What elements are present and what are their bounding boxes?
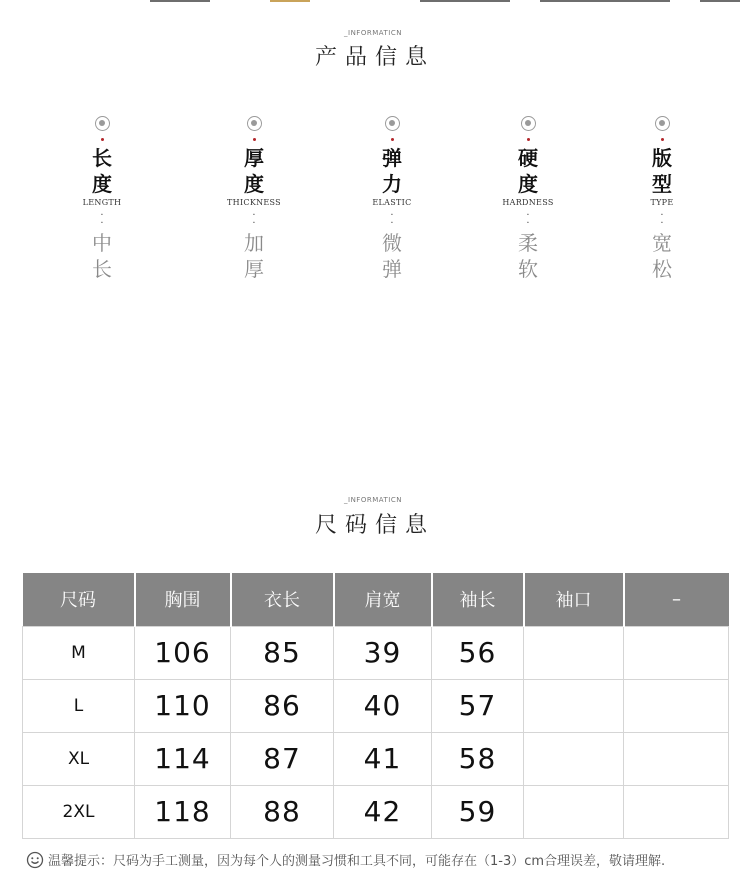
header-bust: 胸围: [135, 573, 231, 626]
attribute-hardness: [488, 116, 568, 282]
attribute-value-line1: 宽: [652, 231, 672, 255]
cell-size: M: [23, 626, 135, 679]
header-extra: –: [624, 573, 729, 626]
colon-dots-icon: · ·: [390, 210, 394, 229]
attribute-name-line1: 弹: [382, 146, 402, 170]
cell-shoulder: 42: [334, 785, 432, 838]
attribute-name-line1: 厚: [244, 146, 264, 170]
table-row: [23, 679, 729, 732]
attribute-value-line1: 微: [382, 231, 402, 255]
attribute-name-line1: 版: [652, 146, 672, 170]
note-text: 温馨提示：尺码为手工测量，因为每个人的测量习惯和工具不同，可能存在（1-3）cm合理误差，敬请理解.: [48, 854, 666, 869]
cell-length: 85: [231, 626, 334, 679]
size-info-kicker: _INFORMATICN: [344, 496, 402, 504]
cell-sleeve-length: 56: [432, 626, 524, 679]
red-dot-icon: [527, 138, 530, 141]
attribute-english: ELASTIC: [372, 198, 412, 207]
cell-cuff: [524, 679, 624, 732]
cell-extra: [624, 626, 729, 679]
cell-bust: 110: [135, 679, 231, 732]
cell-size: XL: [23, 732, 135, 785]
cell-bust: 106: [135, 626, 231, 679]
colon-dots-icon: · ·: [526, 210, 530, 229]
attribute-value-line2: 松: [652, 257, 672, 281]
product-info-kicker: _INFORMATICN: [344, 29, 402, 37]
header-length: 衣长: [231, 573, 334, 626]
cell-extra: [624, 679, 729, 732]
attribute-length: [62, 116, 142, 282]
table-row: [23, 732, 729, 785]
cell-bust: 114: [135, 732, 231, 785]
red-dot-icon: [101, 138, 104, 141]
attribute-name-line1: 硬: [518, 146, 538, 170]
size-table: [22, 573, 729, 839]
smile-icon: [26, 851, 44, 869]
cell-extra: [624, 785, 729, 838]
attribute-value-line1: 加: [244, 231, 264, 255]
header-shoulder: 肩宽: [334, 573, 432, 626]
attribute-name-line2: 度: [518, 172, 538, 196]
colon-dots-icon: · ·: [660, 210, 664, 229]
attribute-type: [622, 116, 702, 282]
attribute-value-line2: 弹: [382, 257, 402, 281]
product-info-title: 产品信息: [314, 45, 435, 70]
attribute-english: TYPE: [650, 198, 674, 207]
colon-dots-icon: · ·: [100, 210, 104, 229]
attribute-value-line2: 长: [92, 257, 112, 281]
red-dot-icon: [661, 138, 664, 141]
red-dot-icon: [253, 138, 256, 141]
cell-size: L: [23, 679, 135, 732]
attribute-value-line2: 厚: [244, 257, 264, 281]
attribute-elastic: [352, 116, 432, 282]
cell-length: 86: [231, 679, 334, 732]
attribute-name-line2: 度: [92, 172, 112, 196]
target-icon: [655, 116, 670, 131]
target-icon: [385, 116, 400, 131]
cell-sleeve-length: 59: [432, 785, 524, 838]
table-row: [23, 785, 729, 838]
top-edge-strip: [0, 0, 750, 2]
cell-length: 88: [231, 785, 334, 838]
measurement-note: [26, 850, 746, 869]
attribute-value-line1: 中: [92, 231, 112, 255]
attribute-value-line2: 软: [518, 257, 538, 281]
cell-size: 2XL: [23, 785, 135, 838]
cell-extra: [624, 732, 729, 785]
header-sleeve-length: 袖长: [432, 573, 524, 626]
attribute-english: LENGTH: [82, 198, 122, 207]
size-info-title: 尺码信息: [314, 513, 435, 538]
cell-sleeve-length: 57: [432, 679, 524, 732]
cell-cuff: [524, 626, 624, 679]
target-icon: [247, 116, 262, 131]
cell-cuff: [524, 785, 624, 838]
colon-dots-icon: · ·: [252, 210, 256, 229]
red-dot-icon: [391, 138, 394, 141]
table-row: [23, 626, 729, 679]
attribute-name-line1: 长: [92, 146, 112, 170]
attribute-thickness: [214, 116, 294, 282]
cell-length: 87: [231, 732, 334, 785]
attribute-name-line2: 型: [652, 172, 672, 196]
attribute-value-line1: 柔: [518, 231, 538, 255]
attribute-english: HARDNESS: [502, 198, 554, 207]
table-header-row: [23, 573, 729, 626]
cell-shoulder: 41: [334, 732, 432, 785]
header-size: 尺码: [23, 573, 135, 626]
attribute-name-line2: 度: [244, 172, 264, 196]
target-icon: [95, 116, 110, 131]
cell-sleeve-length: 58: [432, 732, 524, 785]
target-icon: [521, 116, 536, 131]
attribute-english: THICKNESS: [227, 198, 281, 207]
cell-cuff: [524, 732, 624, 785]
cell-shoulder: 40: [334, 679, 432, 732]
header-cuff: 袖口: [524, 573, 624, 626]
cell-shoulder: 39: [334, 626, 432, 679]
attribute-name-line2: 力: [382, 172, 402, 196]
cell-bust: 118: [135, 785, 231, 838]
